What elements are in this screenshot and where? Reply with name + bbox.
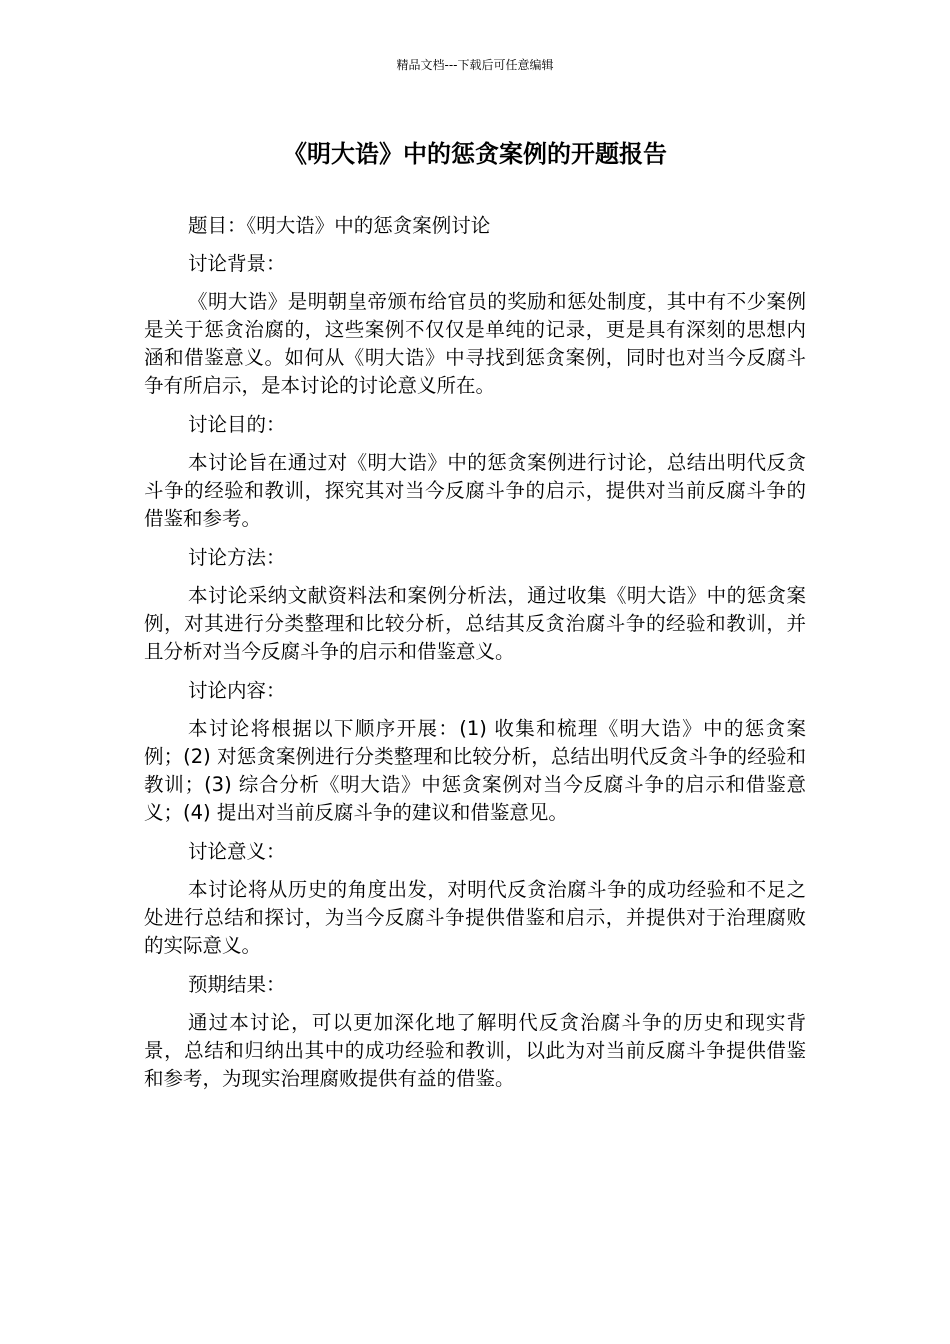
header-note: 精品文档---下载后可任意编辑 (396, 58, 554, 72)
document-body (144, 212, 806, 1104)
section-heading-expected-results: 预期结果： (188, 973, 286, 996)
paragraph-significance: 本讨论将从历史的角度出发，对明代反贪治腐斗争的成功经验和不足之处进行总结和探讨，为当今反腐斗争提供借鉴和启示，并提供对于治理腐败的实际意义。 (144, 878, 806, 957)
section-heading-significance: 讨论意义： (188, 840, 286, 863)
paragraph-content: 本讨论将根据以下顺序开展：(1) 收集和梳理《明大诰》中的惩贪案例；(2) 对惩贪案例进行分类整理和比较分析，总结出明代反贪斗争的经验和教训；(3) 综合分析《明大诰》中惩贪案例对当今反腐斗争的启示和借鉴意义；(4) 提出对当前反腐斗争的建议和借鉴意见。 (144, 717, 806, 824)
paragraph-purpose: 本讨论旨在通过对《明大诰》中的惩贪案例进行讨论，总结出明代反贪斗争的经验和教训，探究其对当今反腐斗争的启示，提供对当前反腐斗争的借鉴和参考。 (144, 451, 806, 530)
paragraph-expected-results: 通过本讨论，可以更加深化地了解明代反贪治腐斗争的历史和现实背景，总结和归纳出其中的成功经验和教训，以此为对当前反腐斗争提供借鉴和参考，为现实治理腐败提供有益的借鉴。 (144, 1011, 806, 1090)
document-title: 《明大诰》中的惩贪案例的开题报告 (283, 140, 667, 168)
section-heading-purpose: 讨论目的： (188, 413, 286, 436)
section-heading-method: 讨论方法： (188, 546, 286, 569)
topic-line: 题目：《明大诰》中的惩贪案例讨论 (188, 214, 491, 237)
section-heading-content: 讨论内容： (188, 679, 286, 702)
paragraph-method: 本讨论采纳文献资料法和案例分析法，通过收集《明大诰》中的惩贪案例，对其进行分类整理和比较分析，总结其反贪治腐斗争的经验和教训，并且分析对当今反腐斗争的启示和借鉴意义。 (144, 584, 806, 663)
section-heading-background: 讨论背景： (188, 252, 286, 275)
paragraph-background: 《明大诰》是明朝皇帝颁布给官员的奖励和惩处制度，其中有不少案例是关于惩贪治腐的，这些案例不仅仅是单纯的记录，更是具有深刻的思想内涵和借鉴意义。如何从《明大诰》中寻找到惩贪案例，同时也对当今反腐斗争有所启示，是本讨论的讨论意义所在。 (144, 290, 806, 397)
